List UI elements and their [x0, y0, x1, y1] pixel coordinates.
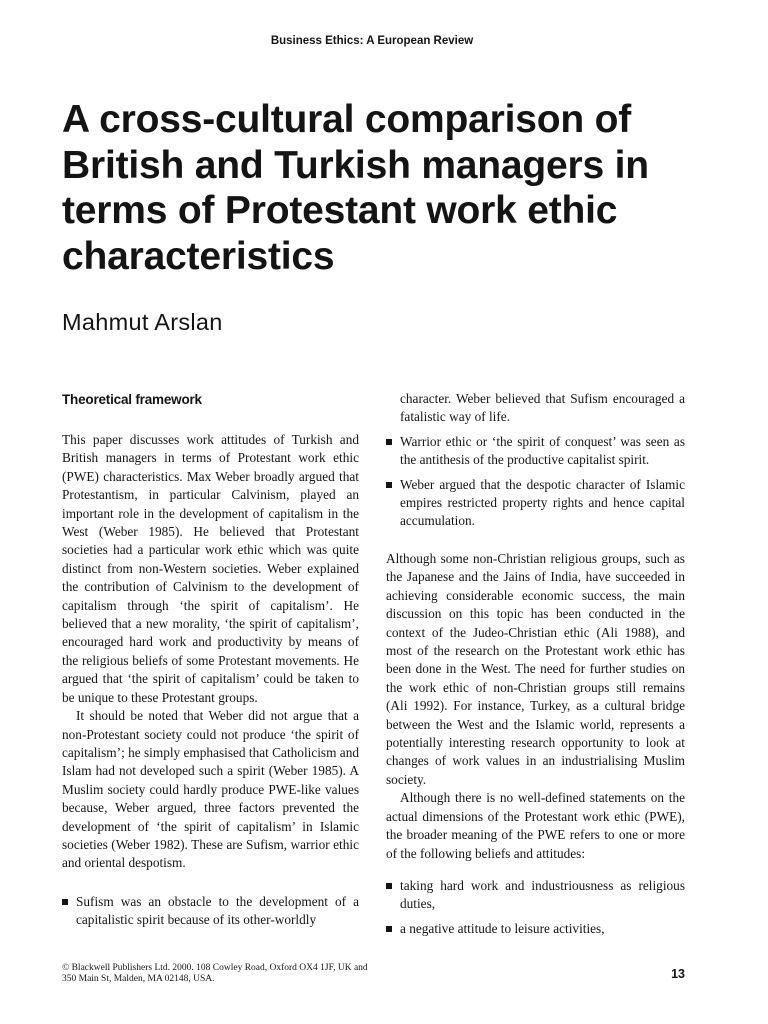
left-column-body	[62, 431, 359, 873]
left-column-bullets	[62, 893, 359, 936]
list-item	[62, 893, 359, 930]
list-item-text: a negative attitude to leisure activities,	[400, 920, 605, 936]
list-item	[386, 920, 685, 938]
right-column-body	[386, 550, 685, 863]
list-item-text: Sufism was an obstacle to the development of a capitalistic spirit because of its other-worldly	[76, 894, 359, 928]
weber-factors-list	[62, 893, 359, 930]
list-item	[386, 476, 685, 531]
weber-factors-list-continued	[386, 433, 685, 531]
body-paragraph: Although there is no well-defined statements on the actual dimensions of the Protestant work ethic (PWE), the broader meaning of the PWE refers to one or more of the following beliefs and attitudes:	[386, 790, 685, 861]
list-item-text: Warrior ethic or ‘the spirit of conquest’ was seen as the antithesis of the productive capitalist spirit.	[400, 433, 685, 468]
list-item	[386, 433, 685, 470]
square-bullet-icon	[386, 482, 392, 488]
list-item-text: Weber argued that the despotic character of Islamic empires restricted property rights and hence capital accumulation.	[400, 476, 685, 529]
list-item-continuation: character. Weber believed that Sufism encouraged a fatalistic way of life.	[400, 391, 685, 425]
body-paragraph: Although some non-Christian religious groups, such as the Japanese and the Jains of India, have succeeded in achieving considerable economic success, the main discussion on this topic has been conducted in the context of the Judeo-Christian ethic (Ali 1988), and most of the research on the Protestant work ethic has been done in the West. The need for further studies on the work ethic of non-Christian groups still remains (Ali 1992). For instance, Turkey, as a cultural bridge between the West and the Islamic world, represents a potentially interesting research opportunity to look at changes of work values in an industrialising Muslim society.	[386, 551, 685, 787]
page-number: 13	[671, 967, 685, 981]
article-title: A cross-cultural comparison of British and Turkish managers in terms of Protestant work ethic characteristics	[62, 98, 649, 278]
journal-name: Business Ethics: A European Review	[270, 35, 474, 47]
copyright-notice: © Blackwell Publishers Ltd. 2000. 108 Cowley Road, Oxford OX4 1JF, UK and 350 Main St, Malden, MA 02148, USA.	[62, 963, 368, 984]
pwe-beliefs-list	[386, 877, 685, 938]
body-paragraph: This paper discusses work attitudes of Turkish and British managers in terms of Protestant work ethic (PWE) characteristics. Max Weber broadly argued that Protestantism, in particular Calvinism, played an important role in the development of capitalism in the West (Weber 1985). He believed that Protestant societies had a particular work ethic which was quite distinct from non-Western societies. Weber explained the contribution of Calvinism to the development of capitalism through ‘the spirit of capitalism’. He believed that a new morality, ‘the spirit of capitalism’, encouraged hard work and productivity by means of the religious beliefs of some Protestant movements. He argued that ‘the spirit of capitalism’ could be taken to be unique to these Protestant groups.	[62, 432, 359, 705]
square-bullet-icon	[62, 899, 68, 905]
article-author: Mahmut Arslan	[62, 309, 223, 335]
list-item	[386, 877, 685, 914]
section-heading: Theoretical framework	[62, 392, 202, 407]
square-bullet-icon	[386, 926, 392, 932]
belief-bullets	[386, 877, 685, 944]
square-bullet-icon	[386, 439, 392, 445]
right-column-bullets	[386, 390, 685, 537]
list-item-text: taking hard work and industriousness as religious duties,	[400, 878, 685, 912]
square-bullet-icon	[386, 883, 392, 889]
body-paragraph: It should be noted that Weber did not argue that a non-Protestant society could not produce ‘the spirit of capitalism’; he simply emphasised that Catholicism and Islam had not developed such a spirit (Weber 1985). A Muslim society could hardly produce PWE-like values because, Weber argued, three factors prevented the development of ‘the spirit of capitalism’ in Islamic societies (Weber 1982). These are Sufism, warrior ethic and oriental despotism.	[62, 708, 359, 871]
